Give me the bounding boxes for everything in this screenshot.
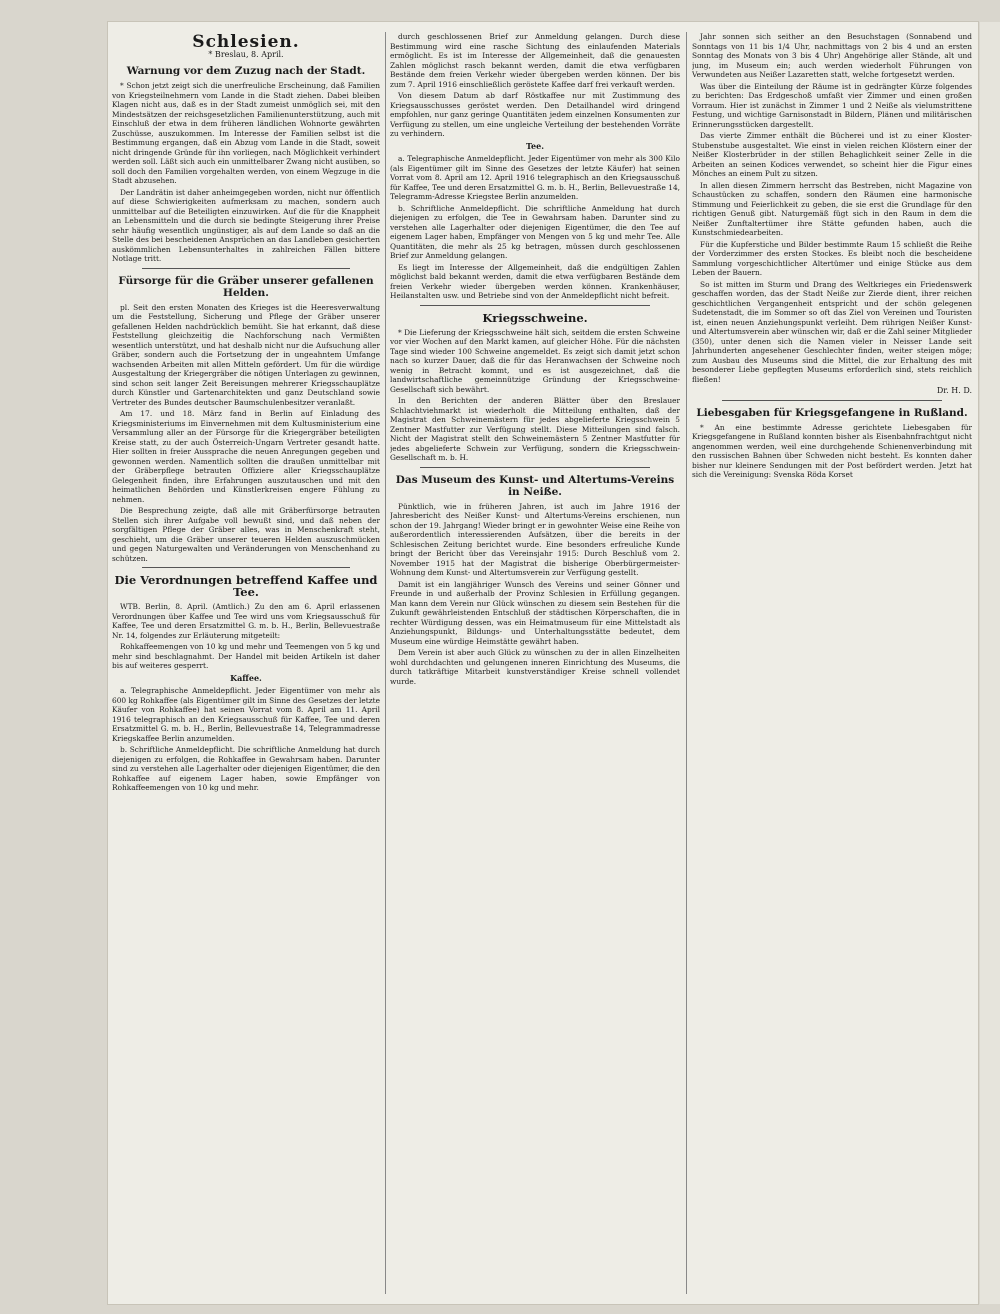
divider bbox=[420, 305, 650, 306]
section-title: Schlesien. bbox=[192, 32, 300, 52]
column-1 bbox=[112, 32, 380, 1294]
paragraph: Für die Kupferstiche und Bilder bestimmte Raum 15 schließt die Reihe der Vorderzimmer des ersten Stockes. Es bleibt noch die bescheidene Sammlung vorgeschichtlicher Altertümer und einige Stücke aus dem Leben der Bauern. bbox=[692, 239, 972, 277]
paragraph: * Die Lieferung der Kriegsschweine hält sich, seitdem die ersten Schweine vor vier Wochen auf den Markt kamen, auf gleicher Höhe. Für die nächsten Tage sind wieder 100 Schweine angemeldet. Es zeigt sich damit jetzt schon nach so kurzer Dauer, daß die für das Heranwachsen der Schweine noch wenig in Betracht kommt, und es ist ausgezeichnet, daß die landwirtschaftliche gemeinnützige Gründung der Kriegsschweine-Gesellschaft sich bewährt. bbox=[390, 327, 680, 394]
paragraph: WTB. Berlin, 8. April. (Amtlich.) Zu den am 6. April erlassenen Verordnungen über Kaffee und Tee wird uns vom Kriegsausschuß für Kaffee, Tee und deren Ersatzmittel G. m. b. H., Berlin, Bellevuestraße Nr. 14, folgendes zur Erläuterung mitgeteilt: bbox=[112, 602, 380, 640]
paragraph: a. Telegraphische Anmeldepflicht. Jeder Eigentümer von mehr als 300 Kilo (als Eigentümer gilt im Sinne des Gesetzes der letzte Käufer) hat seinen Vorrat vom 8. April am 12. April 1916 telegraphisch an den Kriegsausschuß für Kaffee, Tee und deren Ersatzmittel G. m. b. H., Berlin, Bellevuestraße 14, Telegramm-Adresse Kriegstee Berlin anzumelden. bbox=[390, 154, 680, 201]
paragraph: durch geschlossenen Brief zur Anmeldung gelangen. Durch diese Bestimmung wird eine rasche Sichtung des einlaufenden Materials ermöglicht. Es ist im Interesse der Allgemeinheit, daß die genauesten Zahlen möglichst rasch bekannt werden, damit die etwa verfügbaren Bestände dem freien Verkehr wieder übergeben werden können. Der bis zum 7. April 1916 einschließlich geröstete Kaffee darf frei verkauft werden. bbox=[390, 32, 680, 89]
paragraph: Dem Verein ist aber auch Glück zu wünschen zu der in allen Einzelheiten wohl durchdachten und gelungenen inneren Einrichtung des Museums, die durch tatkräftige Mitarbeit kunstverständiger Kreise schnell vollendet wurde. bbox=[390, 648, 680, 686]
paragraph: Damit ist ein langjähriger Wunsch des Vereins und seiner Gönner und Freunde in und außerhalb der Provinz Schlesien in Erfüllung gegangen. Man kann dem Verein nur Glück wünschen zu diesem sein Bestehen für die Zukunft gewährleistenden Entschluß der städtischen Körperschaften, die in rechter Würdigung dessen, was ein Heimatmuseum für eine Mittelstadt als Anziehungspunkt, Bildungs- und Unterhaltungsstätte bedeutet, dem Museum eine würdige Heimstätte gewährt haben. bbox=[390, 579, 680, 646]
author-signature: Dr. H. D. bbox=[936, 386, 972, 395]
paragraph: Am 17. und 18. März fand in Berlin auf Einladung des Kriegsministeriums im Einvernehmen mit dem Kultusministerium eine Versammlung aller an der Fürsorge für die Kriegergräber beteiligten Kreise statt, zu der auch Österreich-Ungarn Vertreter gesandt hatte. Hier sollten in freier Aussprache die neuen Anregungen gegeben und gewonnen werden. Namentlich sollten die draußen unmittelbar mit der Gräberpflege betrauten Offiziere aller Kriegsschauplätze Gelegenheit finden, ihre Erfahrungen auszutauschen und mit den heimatlichen Behörden und Künstlerkreisen engere Fühlung zu nehmen. bbox=[112, 409, 380, 504]
paragraph: In allen diesen Zimmern herrscht das Bestreben, nicht Magazine von Schaustücken zu schaffen, sondern den Räumen eine harmonische Stimmung und Feierlichkeit zu geben, die sie erst die Grundlage für den richtigen Genuß gibt. Naturgemäß fügt sich in den Raum in dem die Neißer Zunftaltertümer ihre Stätte gefunden haben, auch die Kunstschmiedearbeiten. bbox=[692, 180, 972, 237]
paragraph: b. Schriftliche Anmeldepflicht. Die schriftliche Anmeldung hat durch diejenigen zu erfolgen, die Tee in Gewahrsam haben. Darunter sind zu verstehen alle Lagerhalter oder diejenigen Eigentümer, die den Tee auf eigenem Lager haben, Empfänger von Mengen von 5 kg und mehr Tee. Alle Quantitäten, die mehr als 25 kg betragen, müssen durch geschlossenen Brief zur Anmeldung gelangen. bbox=[390, 203, 680, 260]
paragraph: So ist mitten im Sturm und Drang des Weltkrieges ein Friedenswerk geschaffen worden, das der Stadt Neiße zur Zierde dient, ihrer reichen geschichtlichen Vergangenheit entspricht und der schön gelegenen Sudetenstadt, die im Sommer so oft das Ziel von Vereinen und Touristen ist, einen neuen Anziehungspunkt verleiht. Dem rührigen Neißer Kunst- und Altertumsverein aber wünschen wir, daß er die Zahl seiner Mitglieder (350), unter denen sich die Namen vieler in Neisser Lande seit Jahrhunderten angesehener Geschlechter finden, weiter steigen möge; zum Ausbau des Museums sind die Mittel, die zur Erhaltung des mit besonderer Liebe gepflegten Museums erforderlich sind, stets reichlich fließen! bbox=[692, 279, 972, 384]
paragraph: Der Landrätin ist daher anheimgegeben worden, nicht nur öffentlich auf diese Schwierigkeiten aufmerksam zu machen, sondern auch unmittelbar auf die Beteiligten einzuwirken. Auf die für die Knappheit an Lebensmitteln und die durch sie bedingte Steigerung ihrer Preise sehr häufig wesentlich ungünstiger, als auf dem Lande so daß an die Stelle des bei bescheidenen Ansprüchen an das Landleben gesicherten auskömmlichen Lebensunterhaltes in zahlreichen Fällen bittere Notlage tritt. bbox=[112, 187, 380, 263]
paragraph: pl. Seit den ersten Monaten des Krieges ist die Heeresverwaltung um die Feststellung, Sicherung und Pflege der Gräber unserer gefallenen Helden nachdrücklich bemüht. Sie hat erkannt, daß diese Feststellung gleichzeitig die Nachforschung nach Vermißten wesentlich unterstützt, und hat deshalb nicht nur die Aufsuchung aller Gräber, sondern auch die Fortsetzung der in ungeahntem Umfange wachsenden Arbeiten mit allen Mitteln gefördert. Um für die würdige Ausgestaltung der Kriegergräber die nötigen Unterlagen zu gewinnen, sind schon seit langer Zeit Bereisungen mehrerer Kriegsschauplätze durch Künstler und Gartenarchitekten und ganz Deutschland sowie Vertreter des Bundes deutscher Baumschulenbesitzer veranlaßt. bbox=[112, 302, 380, 407]
divider bbox=[142, 268, 350, 269]
scan-margin bbox=[0, 0, 108, 1314]
headline-museum: Das Museum des Kunst- und Altertums-Vereins in Neiße. bbox=[395, 473, 675, 498]
newspaper-page bbox=[108, 22, 978, 1304]
column-2 bbox=[390, 32, 680, 1294]
paragraph: Das vierte Zimmer enthält die Bücherei und ist zu einer Kloster-Stubenstube ausgestaltet. Wie einst in vielen reichen Klöstern einer der Neißer Klosterbrüder in der stillen Behaglichkeit seiner Zelle in die Arbeiten an seinen Kodices verwendet, so scheint hier die Figur eines Mönches an einem Pult zu sitzen. bbox=[692, 131, 972, 178]
paragraph: Rohkaffeemengen von 10 kg und mehr und Teemengen von 5 kg und mehr sind beschlagnahmt. Der Handel mit beiden Artikeln ist daher bis auf weiteres gesperrt. bbox=[112, 642, 380, 670]
paragraph: Die Besprechung zeigte, daß alle mit Gräberfürsorge betrauten Stellen sich ihrer Aufgabe voll bewußt sind, und daß neben der sorgfältigen Pflege der Gräber alles, was in Menschenkraft steht, geschieht, um die Gräber unserer teueren Helden auszuschmücken und gegen Naturgewalten und Veränderungen von Menschenhand zu schützen. bbox=[112, 506, 380, 563]
subhead-tee: Tee. bbox=[526, 140, 544, 151]
paragraph: a. Telegraphische Anmeldepflicht. Jeder Eigentümer von mehr als 600 kg Rohkaffee (als Eigentümer gilt im Sinne des Gesetzes der letzte Käufer von Rohkaffee) hat seinen Vorrat vom 8. April am 11. April 1916 telegraphisch an den Kriegsausschuß für Kaffee, Tee und deren Ersatzmittel G. m. b. H., Berlin, Bellevuestraße 14, Telegrammadresse Kriegskaffee Berlin anzumelden. bbox=[112, 686, 380, 743]
paragraph: In den Berichten der anderen Blätter über den Breslauer Schlachtviehmarkt ist wiederholt die Mitteilung enthalten, daß der Magistrat den Schweinemästern für jedes abgelieferte Kriegsschwein 5 Zentner Mastfutter zur Verfügung stellt. Diese Mitteilungen sind falsch. Nicht der Magistrat stellt den Schweinemästern 5 Zentner Mastfutter für jedes abgelieferte Schwein zur Verfügung, sondern die Kriegsschwein-Gesellschaft m. b. H. bbox=[390, 396, 680, 462]
divider bbox=[722, 400, 942, 401]
paragraph: Jahr sonnen sich seither an den Besuchstagen (Sonnabend und Sonntags von 11 bis 1/4 Uhr, nachmittags von 2 bis 4 und an ersten Sonntag des Monats von 3 bis 4 Uhr) Angehörige aller Stände, alt und jung, im Museum ein; auch werden wiederholt Führungen von Verwundeten aus Neißer Lazaretten statt, welche fortgesetzt werden. bbox=[692, 32, 972, 79]
adjacent-page-edge bbox=[980, 22, 1000, 1304]
paragraph: Was über die Einteilung der Räume ist in gedrängter Kürze folgendes zu berichten: Das Erdgeschoß umfaßt vier Zimmer und einen großen Vorraum. Hier ist zunächst in Zimmer 1 und 2 Neiße als vielumstrittene Festung, und wichtige Garnisonstadt in Bildern, Plänen und militärischen Erinnerungsstücken dargestellt. bbox=[692, 81, 972, 129]
divider bbox=[420, 467, 650, 468]
dateline: * Breslau, 8. April. bbox=[208, 49, 284, 59]
paragraph: b. Schriftliche Anmeldepflicht. Die schriftliche Anmeldung hat durch diejenigen zu erfolgen, die Rohkaffee in Gewahrsam haben. Darunter sind zu verstehen alle Lagerhalter oder diejenigen Eigentümer, die den Rohkaffee auf eigenem Lager haben, sowie Empfänger von Rohkaffeemengen von 10 kg und mehr. bbox=[112, 745, 380, 792]
divider bbox=[142, 567, 350, 568]
headline-graeber: Fürsorge für die Gräber unserer gefallenen Helden. bbox=[118, 274, 374, 299]
paragraph: * Schon jetzt zeigt sich die unerfreuliche Erscheinung, daß Familien von Kriegsteilnehmern vom Lande in die Stadt ziehen. Dabei bleiben Klagen nicht aus, daß es in der Stadt zumeist unmöglich sei, mit den Mindestsätzen der reichsgesetzlichen Familienunterstützung, auch mit Einschluß der etwa in dem früheren ländlichen Wohnorte gewährten Zuschüsse, auszukommen. Im Interesse der Familien selbst ist die Bestimmung ergangen, daß ein Abzug vom Lande in die Stadt, soweit nicht dringende Gründe für ihn vorliegen, nach Möglichkeit verhindert werden soll. Läßt sich auch ein unmittelbarer Zwang nicht ausüben, so soll doch den Familien vorgehalten werden, von einem Wegzuge in die Stadt abzusehen. bbox=[112, 81, 380, 185]
paragraph: * An eine bestimmte Adresse gerichtete Liebesgaben für Kriegsgefangene in Rußland konnten bisher als Eisenbahnfrachtgut nicht angenommen werden, weil eine durchgehende Schienenverbindung mit den russischen Bahnen über Schweden nicht besteht. Es konnten daher bisher nur kleinere Sendungen mit der Post befördert werden. Jetzt hat sich die Vereinigung: Svenska Röda Korset bbox=[692, 422, 972, 479]
headline-kaffee-tee: Die Verordnungen betreffend Kaffee und Tee. bbox=[114, 573, 378, 599]
column-rule bbox=[385, 32, 386, 1294]
paragraph: Pünktlich, wie in früheren Jahren, ist auch im Jahre 1916 der Jahresbericht des Neißer Kunst- und Altertums-Vereins erschienen, nun schon der 19. Jahrgang! Wieder bringt er in gewohnter Weise eine Reihe von außerordentlich interessierenden Aufsätzen, über die bereits in der Schlesischen Zeitung berichtet wurde. Eine besonders erfreuliche Kunde bringt der Bericht über das Vereinsjahr 1915: Durch Beschluß vom 2. November 1915 hat der Magistrat die bisherige Oberbürgermeister-Wohnung dem Kunst- und Altertumsverein zur Verfügung gestellt. bbox=[390, 501, 680, 577]
column-3 bbox=[692, 32, 972, 1294]
headline-liebesgaben: Liebesgaben für Kriegsgefangene in Rußland. bbox=[696, 406, 968, 419]
subhead-kaffee: Kaffee. bbox=[230, 672, 262, 683]
column-rule bbox=[686, 32, 687, 1294]
paragraph: Es liegt im Interesse der Allgemeinheit, daß die endgültigen Zahlen möglichst bald bekannt werden, damit die etwa verfügbaren Bestände dem freien Verkehr wieder übergeben werden können. Krankenhäuser, Heilanstalten usw. und Betriebe sind von der Anmeldepflicht nicht befreit. bbox=[390, 262, 680, 300]
paragraph: Von diesem Datum ab darf Röstkaffee nur mit Zustimmung des Kriegsausschusses geröstet werden. Den Detailhandel wird dringend empfohlen, nur ganz geringe Quantitäten jedem einzelnen Konsumenten zur Verfügung zu stellen, um eine ungleiche Verteilung der bestehenden Vorräte zu verhindern. bbox=[390, 91, 680, 138]
headline-warnung: Warnung vor dem Zuzug nach der Stadt. bbox=[126, 65, 366, 77]
headline-kriegsschweine: Kriegsschweine. bbox=[482, 310, 588, 325]
